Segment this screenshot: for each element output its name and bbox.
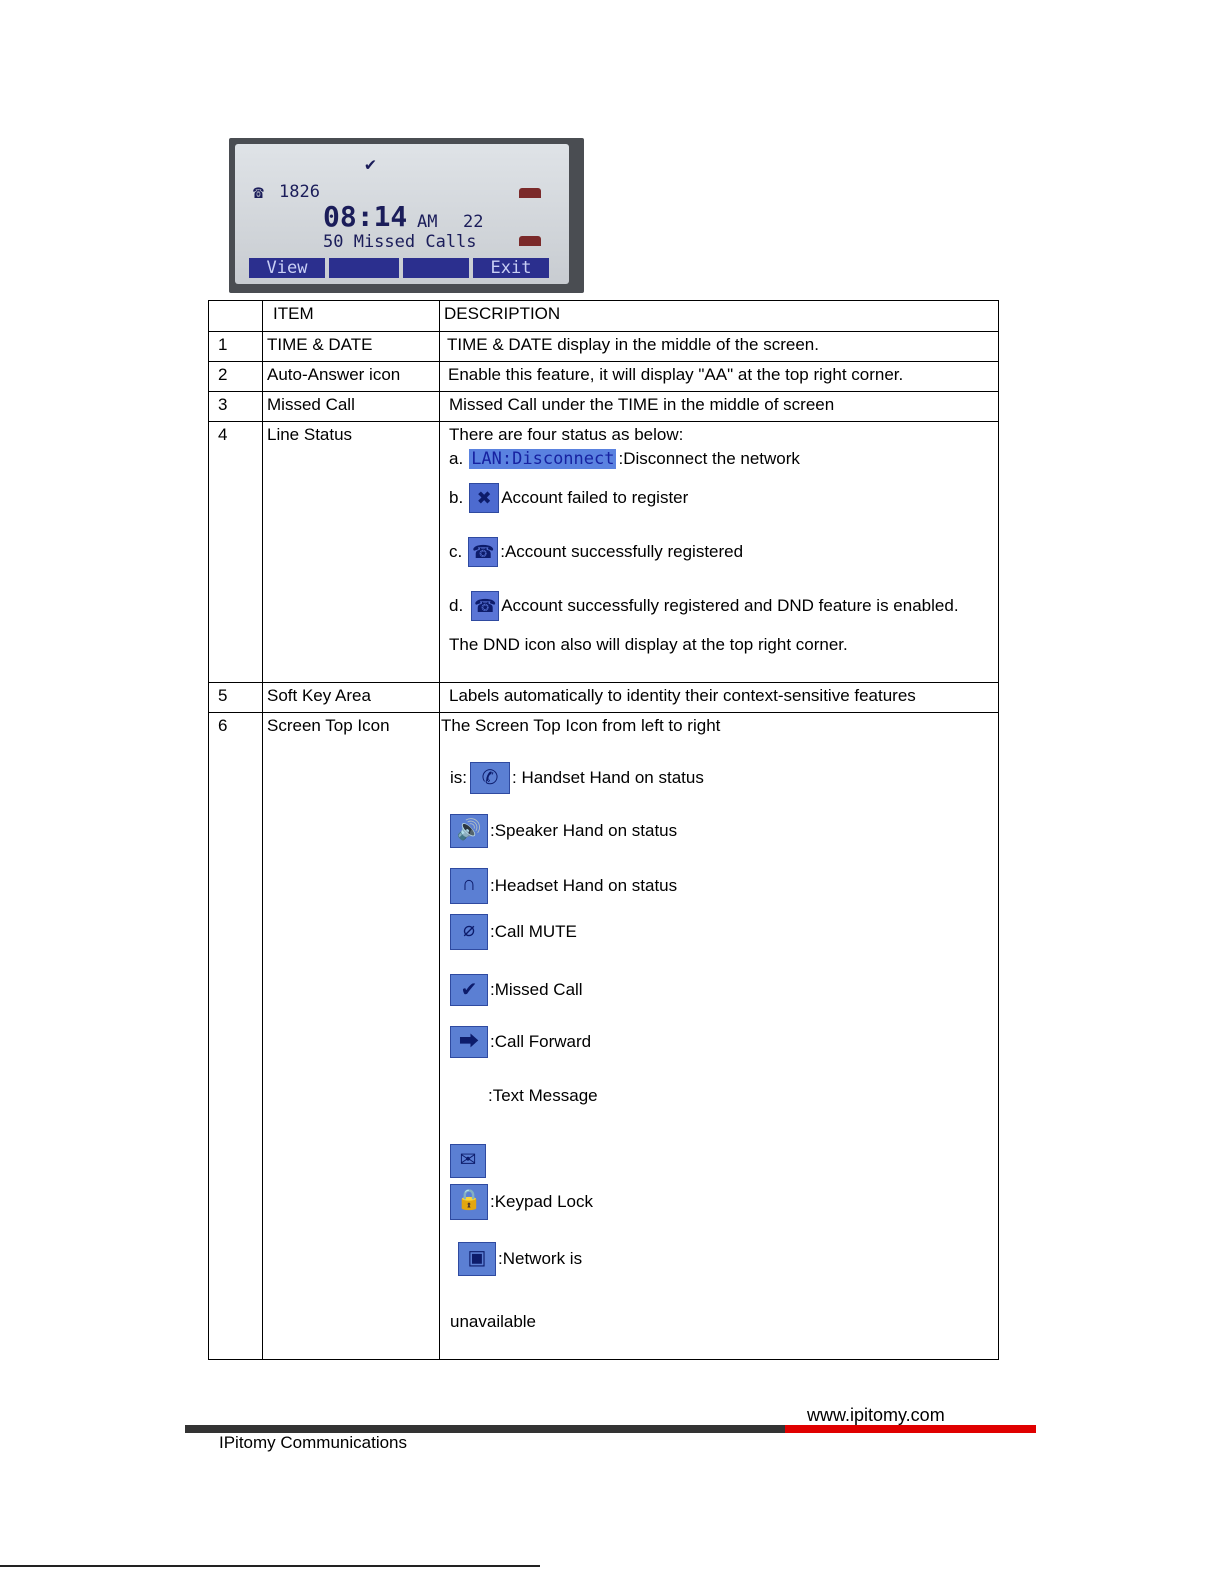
table-row <box>209 713 999 1360</box>
bottom-divider <box>0 1565 540 1567</box>
footer-bar-dark <box>185 1425 785 1433</box>
line-status-b <box>449 483 994 513</box>
row-item: Screen Top Icon <box>263 713 440 1360</box>
account-failed-icon: ✖ <box>469 483 499 513</box>
lcd-line-number: 1826 <box>279 182 320 202</box>
mute-text: :Call MUTE <box>490 922 577 941</box>
row-desc: Labels automatically to identity their context-sensitive features <box>440 683 999 713</box>
lcd-ampm: AM <box>417 212 438 232</box>
line-status-c <box>449 537 994 567</box>
row-desc: Enable this feature, it will display "AA" at the top right corner. <box>440 362 999 392</box>
softkey-exit: Exit <box>473 258 549 278</box>
table-row <box>209 392 999 422</box>
top-icon-handset <box>450 762 994 794</box>
footer-bar-red <box>785 1425 1036 1433</box>
table-row <box>209 362 999 392</box>
row-desc-line-status <box>440 422 999 683</box>
lan-disconnect-icon: LAN:Disconnect <box>471 449 615 469</box>
phone-lcd-photo <box>229 138 584 293</box>
top-icon-intro: The Screen Top Icon from left to right <box>441 716 721 735</box>
lcd-day: 22 <box>463 212 484 232</box>
top-icon-forward <box>450 1026 994 1058</box>
softkey-view: View <box>249 258 325 278</box>
top-icon-speaker <box>450 814 994 848</box>
row-num: 4 <box>209 422 263 683</box>
lcd-screen <box>235 144 569 284</box>
line-status-c-text: :Account successfully registered <box>500 542 744 561</box>
top-icon-mute <box>450 914 994 950</box>
row-item: Soft Key Area <box>263 683 440 713</box>
line-status-a-text: :Disconnect the network <box>618 449 800 468</box>
row-item: TIME & DATE <box>263 332 440 362</box>
missed-call-top-icon: ✔ <box>365 154 376 175</box>
headset-text: :Headset Hand on status <box>490 876 678 895</box>
header-description: DESCRIPTION <box>440 301 999 332</box>
line-status-d <box>449 591 994 621</box>
keypad-text: :Keypad Lock <box>490 1192 594 1211</box>
network-unavailable-text: unavailable <box>450 1312 537 1331</box>
row-item: Line Status <box>263 422 440 683</box>
handset-icon: ✆ <box>470 762 510 794</box>
row-num: 6 <box>209 713 263 1360</box>
items-table <box>208 300 999 1360</box>
speaker-icon: 🔊 <box>450 814 488 848</box>
table-row <box>209 332 999 362</box>
line-status-d-text: Account successfully registered and DND feature is enabled. <box>501 596 959 615</box>
mute-icon: ⌀ <box>450 914 488 950</box>
row-desc-top-icons <box>440 713 999 1360</box>
top-icon-headset <box>450 868 994 904</box>
top-icon-missed <box>450 974 994 1006</box>
call-forward-icon: ⮕ <box>450 1026 488 1058</box>
row-desc: Missed Call under the TIME in the middle of screen <box>440 392 999 422</box>
table-header-row <box>209 301 999 332</box>
row-desc: TIME & DATE display in the middle of the screen. <box>440 332 999 362</box>
softkey-blank <box>329 258 399 278</box>
lock-icon: 🔒 <box>450 1184 488 1220</box>
prefix: c. <box>449 542 463 561</box>
row-num: 1 <box>209 332 263 362</box>
softkey-blank <box>403 258 469 278</box>
network-icon: ▣ <box>458 1242 496 1276</box>
footer-company: IPitomy Communications <box>219 1433 408 1452</box>
network-text: :Network is <box>498 1249 583 1268</box>
line-status-icon <box>519 188 541 198</box>
row-item: Auto-Answer icon <box>263 362 440 392</box>
dnd-note: The DND icon also will display at the top right corner. <box>449 635 848 654</box>
row-num: 3 <box>209 392 263 422</box>
speaker-text: :Speaker Hand on status <box>490 821 678 840</box>
line-status-b-text: Account failed to register <box>501 488 689 507</box>
row-num: 2 <box>209 362 263 392</box>
missed-text: :Missed Call <box>490 980 583 999</box>
handset-text: : Handset Hand on status <box>512 768 704 787</box>
row-num: 5 <box>209 683 263 713</box>
headset-icon: ∩ <box>450 868 488 904</box>
header-item: ITEM <box>263 301 440 332</box>
prefix: a. <box>449 449 464 468</box>
missed-call-icon: ✔ <box>450 974 488 1006</box>
prefix: b. <box>449 488 464 507</box>
is-label: is: <box>450 768 467 787</box>
line-status-intro: There are four status as below: <box>449 425 684 444</box>
line-status-icon <box>519 236 541 246</box>
row-item: Missed Call <box>263 392 440 422</box>
line-status-a <box>449 449 994 469</box>
top-icon-keypad <box>450 1184 994 1220</box>
footer-url[interactable]: www.ipitomy.com <box>807 1405 945 1425</box>
phone-icon: ☎ <box>253 182 264 203</box>
envelope-icon: ✉ <box>450 1144 486 1178</box>
dnd-icon: ☎ <box>471 591 499 621</box>
top-icon-message <box>450 1144 994 1178</box>
lcd-missed-calls: 50 Missed Calls <box>323 232 477 252</box>
account-registered-icon: ☎ <box>468 537 498 567</box>
prefix: d. <box>449 596 464 615</box>
top-icon-network <box>450 1242 994 1276</box>
header-num <box>209 301 263 332</box>
table-row <box>209 683 999 713</box>
forward-text: :Call Forward <box>490 1032 592 1051</box>
text-message-text: :Text Message <box>488 1086 598 1105</box>
lcd-time: 08:14 <box>323 200 408 233</box>
table-row <box>209 422 999 683</box>
